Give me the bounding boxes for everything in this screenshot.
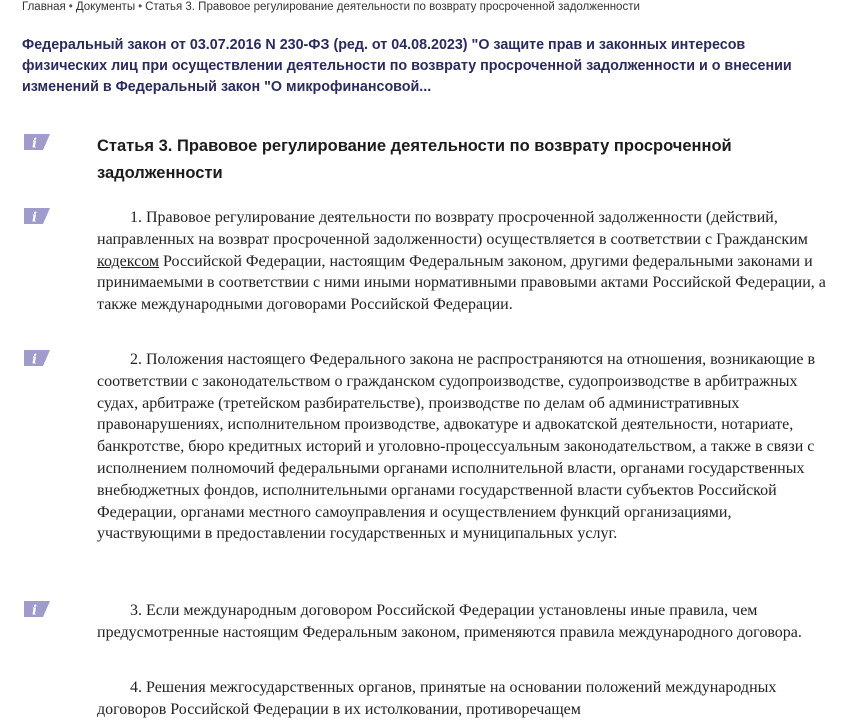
breadcrumb-current: Статья 3. Правовое регулирование деятельности по возврату просроченной задолженности <box>145 1 640 13</box>
info-note-icon[interactable] <box>22 132 52 152</box>
paragraph-1-text-end: Российской Федерации, настоящим Федеральным законом, другими федеральными законами и принимаемыми в соответствии с ними иными нормативными правовыми актами Российской Федерации, а также международными договорами Российской Федерации. <box>97 252 826 314</box>
breadcrumb-separator: • <box>68 1 73 13</box>
paragraph-1-text-start: 1. Правовое регулирование деятельности по возврату просроченной задолженности (действий, направленных на возврат просроченной задолженности) осуществляется в соответствии с Гражданским <box>97 209 808 248</box>
svg-text:i: i <box>32 603 37 619</box>
svg-text:i: i <box>32 352 37 368</box>
info-note-icon[interactable] <box>22 348 52 368</box>
article-heading: Статья 3. Правовое регулирование деятельности по возврату просроченной задолженности <box>97 137 732 182</box>
breadcrumb-documents-link[interactable]: Документы <box>75 1 136 13</box>
document-title[interactable]: Федеральный закон от 03.07.2016 N 230-ФЗ (ред. от 04.08.2023) "О защите прав и законных интересов физических лиц при осуществлении деятельности по возврату просроченной задолженности и о внесении изменений в Федеральный закон "О микрофинансовой... <box>22 37 792 95</box>
svg-text:i: i <box>32 210 37 226</box>
svg-text:i: i <box>32 136 37 152</box>
civil-code-link[interactable]: кодексом <box>97 252 160 270</box>
paragraph-4: 4. Решения межгосударственных органов, принятые на основании положений международных договоров Российской Федерации в их истолковании, противоречащем <box>97 679 777 718</box>
paragraph-3: 3. Если международным договором Российской Федерации установлены иные правила, чем предусмотренные настоящим Федеральным законом, применяются правила международного договора. <box>97 602 802 641</box>
info-note-icon[interactable] <box>22 599 52 619</box>
breadcrumb-separator: • <box>138 1 143 13</box>
breadcrumb-home-link[interactable]: Главная <box>22 1 66 13</box>
breadcrumb <box>22 1 640 13</box>
paragraph-1 <box>97 207 837 316</box>
info-note-icon[interactable] <box>22 206 52 226</box>
paragraph-2: 2. Положения настоящего Федерального закона не распространяются на отношения, возникающие в соответствии с законодательством о гражданском судопроизводстве, судопроизводстве в арбитражных судах, арбитраже (третейском разбирательстве), производстве по делам об административных правонарушениях, исполнительном производстве, адвокатуре и адвокатской деятельности, нотариате, банкротстве, бюро кредитных историй и уголовно-процессуальным законодательством, а также в связи с исполнением полномочий федеральными органами исполнительной власти, органами государственных внебюджетных фондов, исполнительными органами государственной власти субъектов Российской Федерации, органами местного самоуправления и осуществлением функций организациями, участвующими в предоставлении государственных и муниципальных услуг. <box>97 351 816 543</box>
